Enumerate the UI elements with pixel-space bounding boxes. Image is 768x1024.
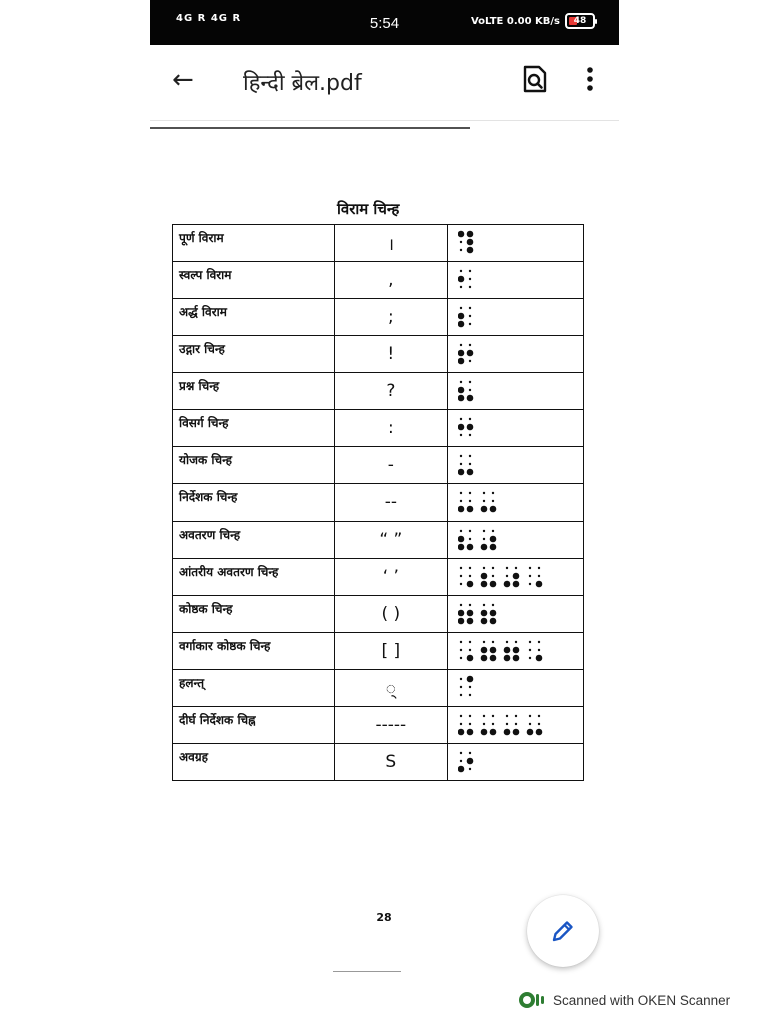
braille-cells xyxy=(448,299,584,336)
braille-dot-raised xyxy=(458,609,464,616)
braille-dot-flat xyxy=(529,641,531,643)
scanner-watermark xyxy=(517,990,730,1010)
braille-pattern xyxy=(458,229,476,257)
braille-pattern xyxy=(458,340,476,368)
braille-dot-flat xyxy=(460,463,462,465)
braille-dot-flat xyxy=(469,574,471,576)
status-bar xyxy=(150,0,619,45)
braille-dot-raised xyxy=(481,580,488,587)
punctuation-symbol: ? xyxy=(334,373,448,410)
braille-dot-raised xyxy=(458,313,464,320)
braille-dot-flat xyxy=(460,678,462,680)
braille-dot-raised xyxy=(458,729,464,736)
braille-dot-flat xyxy=(515,715,517,717)
braille-dot-flat xyxy=(506,715,508,717)
braille-pattern xyxy=(458,414,476,442)
more-options-icon[interactable] xyxy=(584,65,596,93)
punctuation-name: हलन्त् xyxy=(173,669,335,706)
braille-dot-flat xyxy=(538,715,540,717)
watermark-text: Scanned with OKEN Scanner xyxy=(553,992,731,1008)
braille-dot-raised xyxy=(467,654,474,661)
braille-dot-flat xyxy=(469,649,471,651)
braille-dot-flat xyxy=(492,529,494,531)
punctuation-symbol: “ ” xyxy=(334,521,448,558)
braille-dot-flat xyxy=(515,641,517,643)
braille-cells xyxy=(448,521,584,558)
braille-dot-raised xyxy=(458,469,464,476)
braille-dot-flat xyxy=(460,286,462,288)
braille-dot-flat xyxy=(538,574,540,576)
battery-icon: 48 xyxy=(565,13,595,29)
table-row xyxy=(173,410,584,447)
braille-dot-flat xyxy=(469,344,471,346)
table-row xyxy=(173,262,584,299)
braille-dot-flat xyxy=(460,752,462,754)
braille-dot-flat xyxy=(460,455,462,457)
braille-dot-flat xyxy=(492,566,494,568)
punctuation-symbol: । xyxy=(334,225,448,262)
braille-pattern xyxy=(458,600,499,628)
punctuation-name: प्रश्न चिन्ह xyxy=(173,373,335,410)
braille-dot-raised xyxy=(504,729,511,736)
braille-dot-raised xyxy=(458,395,464,402)
braille-dot-flat xyxy=(469,715,471,717)
punctuation-name: स्वल्प विराम xyxy=(173,262,335,299)
braille-dot-raised xyxy=(490,506,497,513)
punctuation-symbol: , xyxy=(334,262,448,299)
braille-cells xyxy=(448,373,584,410)
braille-pattern xyxy=(458,711,545,739)
braille-dot-flat xyxy=(469,307,471,309)
braille-dot-flat xyxy=(529,723,531,725)
braille-cells xyxy=(448,669,584,706)
braille-cells xyxy=(448,558,584,595)
braille-cells xyxy=(448,632,584,669)
braille-dot-flat xyxy=(469,381,471,383)
table-row xyxy=(173,595,584,632)
braille-dot-flat xyxy=(469,286,471,288)
braille-dot-raised xyxy=(458,535,464,542)
table-title: विराम चिन्ह xyxy=(337,200,400,218)
braille-dot-raised xyxy=(513,654,520,661)
table-row xyxy=(173,521,584,558)
braille-cells xyxy=(448,484,584,521)
braille-dot-flat xyxy=(460,686,462,688)
braille-dot-raised xyxy=(513,646,520,653)
punctuation-symbol: ‘ ’ xyxy=(334,558,448,595)
braille-dot-raised xyxy=(490,609,497,616)
braille-dot-flat xyxy=(483,723,485,725)
braille-dot-flat xyxy=(469,500,471,502)
braille-dot-flat xyxy=(460,500,462,502)
braille-dot-flat xyxy=(469,752,471,754)
braille-dot-flat xyxy=(492,723,494,725)
braille-cells xyxy=(448,410,584,447)
braille-dot-raised xyxy=(490,654,497,661)
braille-cells xyxy=(448,706,584,743)
punctuation-symbol: : xyxy=(334,410,448,447)
braille-dot-raised xyxy=(536,580,543,587)
braille-dot-raised xyxy=(458,231,464,238)
punctuation-name: वर्गाकार कोष्ठक चिन्ह xyxy=(173,632,335,669)
punctuation-symbol: ; xyxy=(334,299,448,336)
punctuation-symbol: - xyxy=(334,447,448,484)
braille-dot-raised xyxy=(490,617,497,624)
braille-cells xyxy=(448,447,584,484)
braille-dot-flat xyxy=(529,582,531,584)
braille-dot-flat xyxy=(469,603,471,605)
braille-dot-flat xyxy=(469,723,471,725)
braille-dot-flat xyxy=(529,649,531,651)
braille-dot-raised xyxy=(481,646,488,653)
braille-pattern xyxy=(458,377,476,405)
braille-dot-flat xyxy=(506,566,508,568)
document-title: हिन्दी ब्रेल.pdf xyxy=(243,71,362,96)
braille-dot-raised xyxy=(481,654,488,661)
braille-dot-flat xyxy=(483,500,485,502)
table-row xyxy=(173,706,584,743)
braille-dot-flat xyxy=(460,249,462,251)
braille-dot-raised xyxy=(467,469,474,476)
braille-dot-flat xyxy=(469,566,471,568)
braille-dot-raised xyxy=(467,609,474,616)
braille-dot-flat xyxy=(529,574,531,576)
braille-dot-raised xyxy=(467,395,474,402)
app-bar xyxy=(150,45,619,121)
braille-dot-flat xyxy=(469,434,471,436)
braille-dot-flat xyxy=(460,307,462,309)
braille-dot-raised xyxy=(481,506,488,513)
braille-dot-raised xyxy=(458,617,464,624)
braille-cells xyxy=(448,262,584,299)
braille-dot-flat xyxy=(460,574,462,576)
braille-dot-flat xyxy=(529,566,531,568)
braille-dot-raised xyxy=(513,580,520,587)
braille-dot-raised xyxy=(467,729,474,736)
table-row xyxy=(173,336,584,373)
signal-indicators: 4G R 4G R xyxy=(176,13,242,24)
braille-dot-raised xyxy=(467,758,474,765)
braille-dot-raised xyxy=(458,358,464,365)
braille-dot-raised xyxy=(458,321,464,328)
braille-dot-flat xyxy=(483,566,485,568)
braille-pattern xyxy=(458,451,476,479)
braille-dot-flat xyxy=(538,641,540,643)
braille-dot-raised xyxy=(467,675,474,682)
braille-dot-flat xyxy=(483,715,485,717)
punctuation-name: निर्देशक चिन्ह xyxy=(173,484,335,521)
braille-pattern xyxy=(458,563,545,591)
punctuation-name: अवतरण चिन्ह xyxy=(173,521,335,558)
braille-dot-flat xyxy=(469,492,471,494)
braille-dot-flat xyxy=(483,537,485,539)
braille-dot-raised xyxy=(458,766,464,773)
braille-dot-raised xyxy=(536,654,543,661)
scan-artifact-line xyxy=(150,127,470,129)
table-row xyxy=(173,743,584,780)
braille-dot-flat xyxy=(460,566,462,568)
braille-dot-flat xyxy=(492,641,494,643)
network-speed: VoLTE 0.00 KB/s xyxy=(470,15,560,27)
braille-dot-flat xyxy=(483,529,485,531)
braille-dot-flat xyxy=(492,715,494,717)
braille-dot-flat xyxy=(483,603,485,605)
braille-dot-raised xyxy=(504,580,511,587)
braille-dot-flat xyxy=(469,768,471,770)
braille-dot-raised xyxy=(481,729,488,736)
punctuation-braille-table xyxy=(172,224,584,781)
braille-dot-flat xyxy=(515,723,517,725)
braille-dot-raised xyxy=(513,729,520,736)
table-row xyxy=(173,558,584,595)
punctuation-symbol: ् xyxy=(334,669,448,706)
braille-dot-raised xyxy=(504,654,511,661)
braille-dot-flat xyxy=(460,603,462,605)
page-number: 28 xyxy=(376,911,392,924)
braille-dot-raised xyxy=(536,729,543,736)
braille-dot-raised xyxy=(458,543,464,550)
braille-dot-flat xyxy=(469,389,471,391)
braille-dot-raised xyxy=(527,729,534,736)
braille-cells xyxy=(448,595,584,632)
braille-dot-raised xyxy=(490,535,497,542)
clock: 5:54 xyxy=(369,15,400,32)
braille-dot-flat xyxy=(469,641,471,643)
braille-dot-raised xyxy=(458,506,464,513)
braille-dot-flat xyxy=(469,418,471,420)
braille-dot-flat xyxy=(506,574,508,576)
oken-logo-icon xyxy=(517,990,547,1010)
table-row xyxy=(173,225,584,262)
braille-dot-flat xyxy=(506,723,508,725)
braille-pattern xyxy=(458,488,499,516)
braille-dot-flat xyxy=(483,492,485,494)
table-body xyxy=(173,225,584,781)
table-row xyxy=(173,484,584,521)
braille-dot-flat xyxy=(460,434,462,436)
table-row xyxy=(173,373,584,410)
braille-dot-raised xyxy=(467,506,474,513)
braille-dot-flat xyxy=(460,418,462,420)
braille-dot-raised xyxy=(490,543,497,550)
braille-dot-flat xyxy=(469,686,471,688)
table-row xyxy=(173,632,584,669)
braille-dot-raised xyxy=(467,239,474,246)
punctuation-symbol: ( ) xyxy=(334,595,448,632)
braille-dot-raised xyxy=(481,572,488,579)
braille-dot-raised xyxy=(467,424,474,431)
braille-dot-flat xyxy=(469,270,471,272)
braille-dot-raised xyxy=(467,350,474,357)
punctuation-name: विसर्ग चिन्ह xyxy=(173,410,335,447)
braille-dot-flat xyxy=(460,492,462,494)
braille-dot-raised xyxy=(490,646,497,653)
braille-dot-raised xyxy=(504,646,511,653)
braille-dot-raised xyxy=(481,543,488,550)
punctuation-symbol: S xyxy=(334,743,448,780)
punctuation-name: पूर्ण विराम xyxy=(173,225,335,262)
braille-dot-flat xyxy=(492,492,494,494)
braille-dot-flat xyxy=(538,649,540,651)
table-row xyxy=(173,669,584,706)
punctuation-name: अर्द्ध विराम xyxy=(173,299,335,336)
braille-dot-flat xyxy=(460,694,462,696)
braille-pattern xyxy=(458,303,476,331)
braille-dot-flat xyxy=(529,715,531,717)
braille-dot-flat xyxy=(492,603,494,605)
braille-dot-flat xyxy=(506,641,508,643)
braille-pattern xyxy=(458,674,476,702)
braille-dot-raised xyxy=(490,729,497,736)
braille-dot-flat xyxy=(469,537,471,539)
braille-dot-flat xyxy=(469,529,471,531)
braille-dot-flat xyxy=(515,566,517,568)
status-icons xyxy=(471,13,595,29)
braille-dot-flat xyxy=(469,463,471,465)
braille-dot-flat xyxy=(469,455,471,457)
braille-dot-flat xyxy=(492,500,494,502)
braille-dot-raised xyxy=(467,543,474,550)
punctuation-name: कोष्ठक चिन्ह xyxy=(173,595,335,632)
braille-dot-flat xyxy=(460,582,462,584)
braille-dot-flat xyxy=(460,270,462,272)
braille-dot-flat xyxy=(460,344,462,346)
edit-fab-button[interactable] xyxy=(527,895,599,967)
braille-pattern xyxy=(458,266,476,294)
braille-cells xyxy=(448,336,584,373)
search-in-document-icon[interactable] xyxy=(522,65,548,93)
braille-dot-flat xyxy=(460,723,462,725)
punctuation-name: दीर्घ निर्देशक चिह्न xyxy=(173,706,335,743)
punctuation-name: अवग्रह xyxy=(173,743,335,780)
braille-dot-raised xyxy=(467,580,474,587)
braille-dot-flat xyxy=(460,529,462,531)
braille-pattern xyxy=(458,526,499,554)
punctuation-name: उद्गार चिन्ह xyxy=(173,336,335,373)
table-row xyxy=(173,299,584,336)
braille-dot-flat xyxy=(492,574,494,576)
braille-dot-raised xyxy=(458,424,464,431)
braille-dot-flat xyxy=(469,315,471,317)
punctuation-symbol: ! xyxy=(334,336,448,373)
punctuation-name: योजक चिन्ह xyxy=(173,447,335,484)
braille-dot-flat xyxy=(538,566,540,568)
page-bottom-line xyxy=(333,971,401,972)
braille-pattern xyxy=(458,748,476,776)
braille-cells xyxy=(448,225,584,262)
braille-dot-flat xyxy=(469,360,471,362)
braille-dot-flat xyxy=(469,323,471,325)
braille-dot-flat xyxy=(460,760,462,762)
braille-dot-flat xyxy=(460,715,462,717)
braille-dot-flat xyxy=(538,723,540,725)
braille-dot-raised xyxy=(458,350,464,357)
braille-dot-flat xyxy=(460,649,462,651)
braille-cells xyxy=(448,743,584,780)
braille-dot-flat xyxy=(469,278,471,280)
pencil-icon xyxy=(550,918,576,944)
table-row xyxy=(173,447,584,484)
app-bar-divider xyxy=(150,120,619,121)
braille-dot-raised xyxy=(458,276,464,283)
braille-dot-flat xyxy=(460,641,462,643)
back-arrow-icon[interactable]: ← xyxy=(172,65,194,95)
braille-dot-raised xyxy=(490,580,497,587)
braille-dot-flat xyxy=(460,657,462,659)
punctuation-symbol: -- xyxy=(334,484,448,521)
braille-dot-raised xyxy=(458,387,464,394)
braille-pattern xyxy=(458,637,545,665)
punctuation-symbol: ----- xyxy=(334,706,448,743)
braille-dot-flat xyxy=(529,657,531,659)
braille-dot-raised xyxy=(467,231,474,238)
braille-dot-raised xyxy=(481,617,488,624)
braille-dot-flat xyxy=(460,241,462,243)
punctuation-name: आंतरीय अवतरण चिन्ह xyxy=(173,558,335,595)
braille-dot-flat xyxy=(460,381,462,383)
punctuation-symbol: [ ] xyxy=(334,632,448,669)
braille-dot-raised xyxy=(467,617,474,624)
braille-dot-raised xyxy=(513,572,520,579)
braille-dot-flat xyxy=(483,641,485,643)
braille-dot-raised xyxy=(467,247,474,254)
braille-dot-flat xyxy=(469,694,471,696)
braille-dot-raised xyxy=(481,609,488,616)
